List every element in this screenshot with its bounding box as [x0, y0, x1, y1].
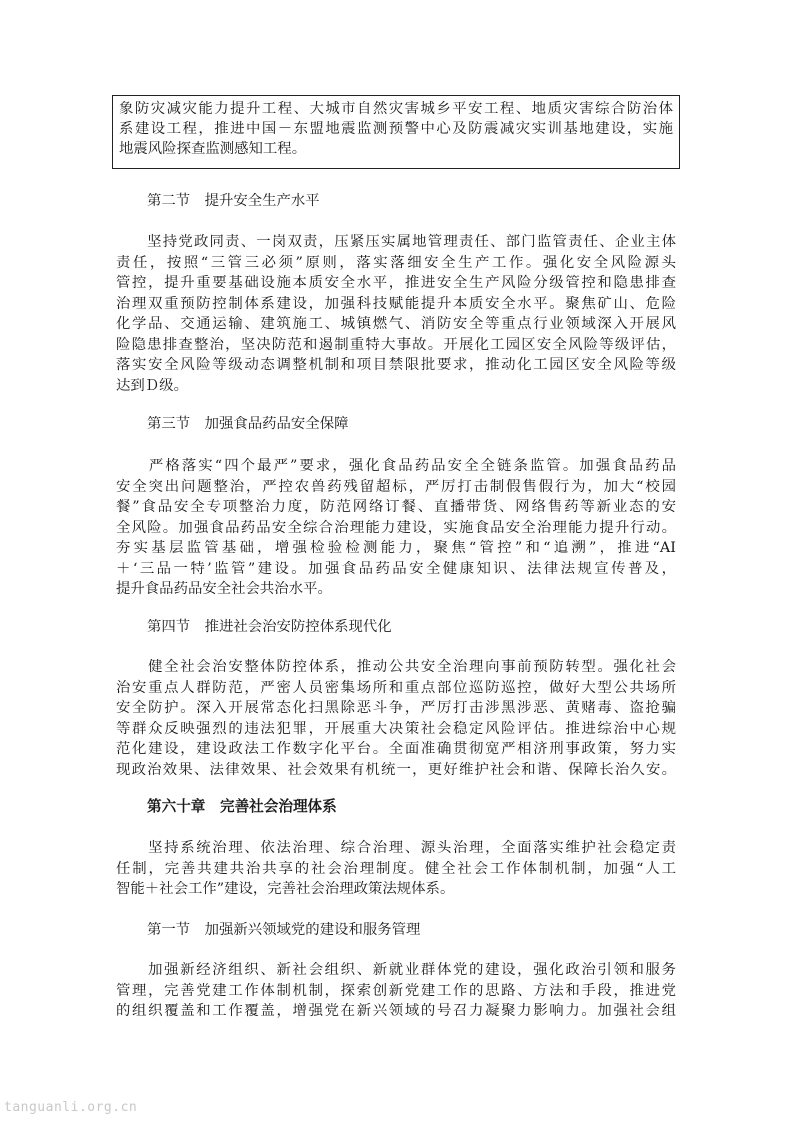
paragraph-line: 的组织覆盖和工作覆盖，增强党在新兴领域的号召力凝聚力影响力。加强社会组	[116, 1003, 676, 1019]
paragraph-line: 管理，完善党建工作体制机制，探索创新党建工作的思路、方法和手段，推进党	[116, 982, 676, 999]
paragraph-line: 范化建设，建设政法工作数字化平台。全面准确贯彻宽严相济刑事政策，努力实	[116, 741, 676, 757]
paragraph-line: 安全防护。深入开展常态化扫黑除恶斗争，严厉打击涉黑涉恶、黄赌毒、盗抢骗	[116, 700, 676, 716]
paragraph-line: ＋‘三品一特’监管”建设。加强食品药品安全健康知识、法律法规宣传普及，	[116, 560, 676, 577]
boxed-line: 系建设工程，推进中国－东盟地震监测预警中心及防震减灾实训基地建设，实施	[119, 121, 673, 137]
boxed-paragraph	[112, 95, 680, 169]
paragraph-line: 化学品、交通运输、建筑施工、城镇燃气、消防安全等重点行业领域深入开展风	[116, 316, 676, 332]
paragraph-line: 治安重点人群防范，严密人员密集场所和重点部位巡防巡控，做好大型公共场所	[116, 679, 676, 696]
section-heading: 第一节 加强新兴领域党的建设和服务管理	[147, 922, 421, 938]
section-paragraph	[116, 657, 676, 780]
paragraph-line: 加强新经济组织、新社会组织、新就业群体党的建设，强化政治引领和服务	[116, 962, 676, 978]
paragraph-line: 智能＋社会工作”建设，完善社会治理政策法规体系。	[116, 881, 455, 897]
section-heading: 第四节 推进社会治安防控体系现代化	[147, 619, 392, 635]
chapter-heading: 第六十章 完善社会治理体系	[147, 798, 337, 815]
paragraph-line: 夯实基层监管基础，增强检验检测能力，聚焦“管控”和“追溯”，推进“AI	[116, 540, 676, 556]
paragraph-line: 严格落实“四个最严”要求，强化食品药品安全全链条监管。加强食品药品	[116, 458, 676, 474]
section-heading: 第二节 提升安全生产水平	[147, 193, 320, 209]
paragraph-line: 全风险。加强食品药品安全综合治理能力建设，实施食品安全治理能力提升行动。	[116, 519, 676, 536]
watermark: tanguanli.org.cn	[4, 1100, 138, 1115]
paragraph-line: 任制，完善共建共治共享的社会治理制度。健全社会工作体制机制，加强“人工	[116, 860, 676, 877]
paragraph-line: 险隐患排查整治，坚决防范和遏制重特大事故。开展化工园区安全风险等级评估，	[116, 336, 676, 353]
paragraph-line: 责任，按照“三管三必须”原则，落实落细安全生产工作。强化安全风险源头	[116, 254, 676, 271]
section-paragraph	[116, 456, 676, 600]
section-paragraph	[116, 232, 676, 396]
section-heading: 第三节 加强食品药品安全保障	[147, 416, 349, 432]
chapter-paragraph	[116, 838, 676, 900]
paragraph-line: 落实安全风险等级动态调整机制和项目禁限批要求，推动化工园区安全风险等级	[116, 357, 676, 373]
paragraph-line: 等群众反映强烈的违法犯罪，开展重大决策社会稳定风险评估。推进综治中心规	[116, 720, 676, 737]
paragraph-line: 餐”食品安全专项整治力度，防范网络订餐、直播带货、网络售药等新业态的安	[116, 499, 676, 515]
paragraph-line: 健全社会治安整体防控体系，推动公共安全治理向事前预防转型。强化社会	[116, 659, 676, 675]
paragraph-line: 管控，提升重要基础设施本质安全水平，推进安全生产风险分级管控和隐患排查	[116, 275, 676, 291]
section-paragraph	[116, 960, 676, 1022]
paragraph-line: 坚持系统治理、依法治理、综合治理、源头治理，全面落实维护社会稳定责	[116, 840, 676, 856]
paragraph-line: 达到Ｄ级。	[116, 377, 188, 394]
paragraph-line: 坚持党政同责、一岗双责，压紧压实属地管理责任、部门监管责任、企业主体	[116, 234, 676, 250]
boxed-line: 象防灾减灾能力提升工程、大城市自然灾害城乡平安工程、地质灾害综合防治体	[119, 101, 673, 117]
paragraph-line: 现政治效果、法律效果、社会效果有机统一，更好维护社会和谐、保障长治久安。	[116, 761, 676, 778]
paragraph-line: 安全突出问题整治，严控农兽药残留超标，严厉打击制假售假行为，加大“校园	[116, 478, 676, 495]
paragraph-line: 治理双重预防控制体系建设，加强科技赋能提升本质安全水平。聚焦矿山、危险	[116, 295, 676, 312]
boxed-line: 地震风险探查监测感知工程。	[119, 141, 307, 157]
paragraph-line: 提升食品药品安全社会共治水平。	[116, 581, 332, 597]
